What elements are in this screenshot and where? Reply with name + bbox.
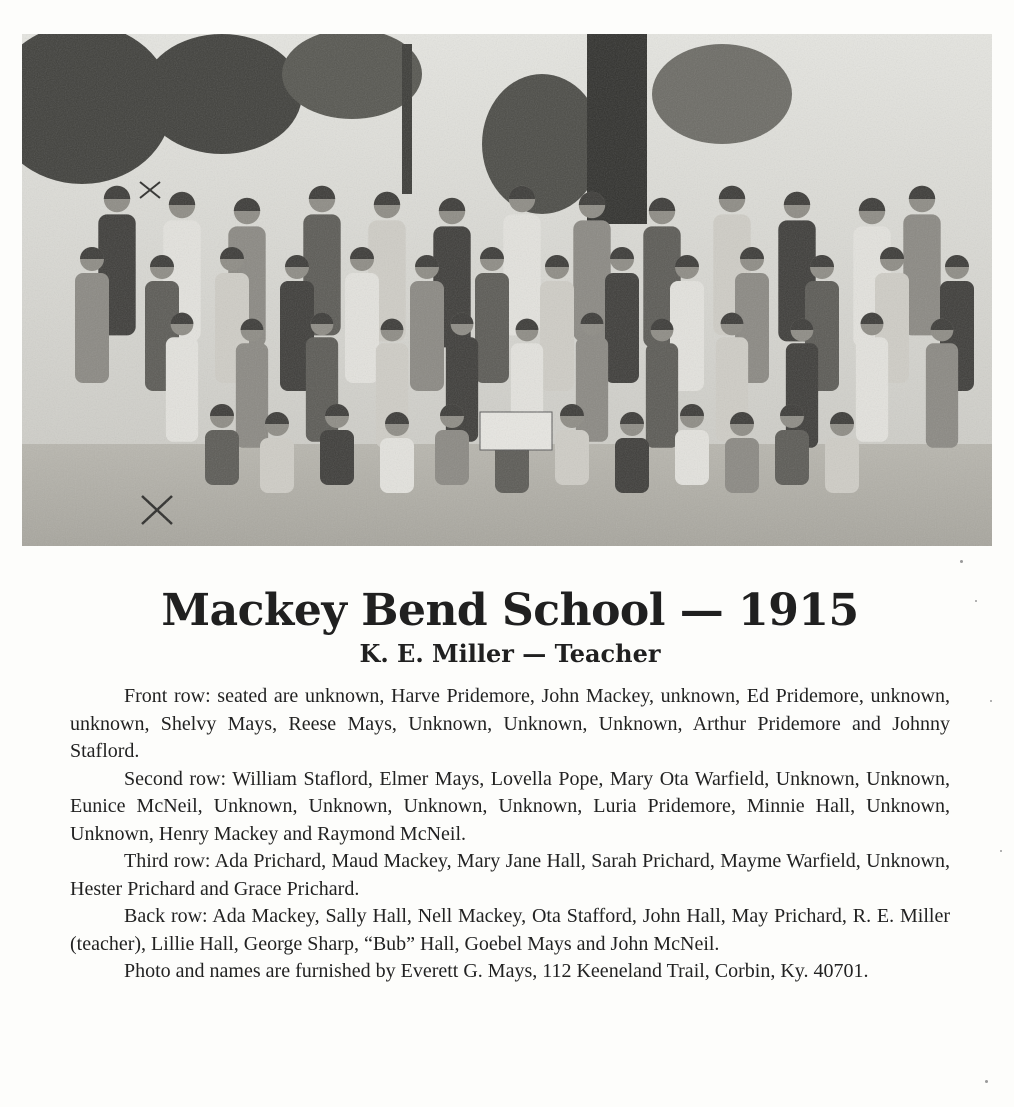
print-speck: [1000, 850, 1002, 852]
caption-block: [70, 585, 950, 986]
second-row-names: Second row: William Staflord, Elmer Mays, Lovella Pope, Mary Ota Warfield, Unknown, Unknown, Eunice McNeil, Unknown, Unknown, Unknown, Unknown, Luria Pridemore, Minnie Hall, Unknown, Unknown, Henry Mackey and Raymond McNeil.: [70, 767, 950, 845]
article-subtitle: K. E. Miller — Teacher: [359, 639, 661, 668]
photo-credit: Photo and names are furnished by Everett G. Mays, 112 Keeneland Trail, Corbin, Ky. 40701.: [124, 960, 869, 982]
back-row-names: Back row: Ada Mackey, Sally Hall, Nell Mackey, Ota Stafford, John Hall, May Prichard, R. E. Miller (teacher), Lillie Hall, George Sharp, “Bub” Hall, Goebel Mays and John McNeil.: [70, 905, 950, 955]
print-speck: [975, 600, 977, 602]
third-row-names: Third row: Ada Prichard, Maud Mackey, Mary Jane Hall, Sarah Prichard, Mayme Warfield, Unknown, Hester Prichard and Grace Prichard.: [70, 850, 950, 900]
article-title: Mackey Bend School — 1915: [161, 585, 859, 636]
print-speck: [985, 1080, 988, 1083]
school-group-photo-image: [22, 34, 992, 546]
print-speck: [960, 560, 963, 563]
school-group-photo: [22, 34, 992, 546]
print-speck: [990, 700, 992, 702]
front-row-names: Front row: seated are unknown, Harve Pridemore, John Mackey, unknown, Ed Pridemore, unknown, unknown, Shelvy Mays, Reese Mays, Unknown, Unknown, Unknown, Arthur Pridemore and Johnny Staflord.: [70, 685, 950, 762]
